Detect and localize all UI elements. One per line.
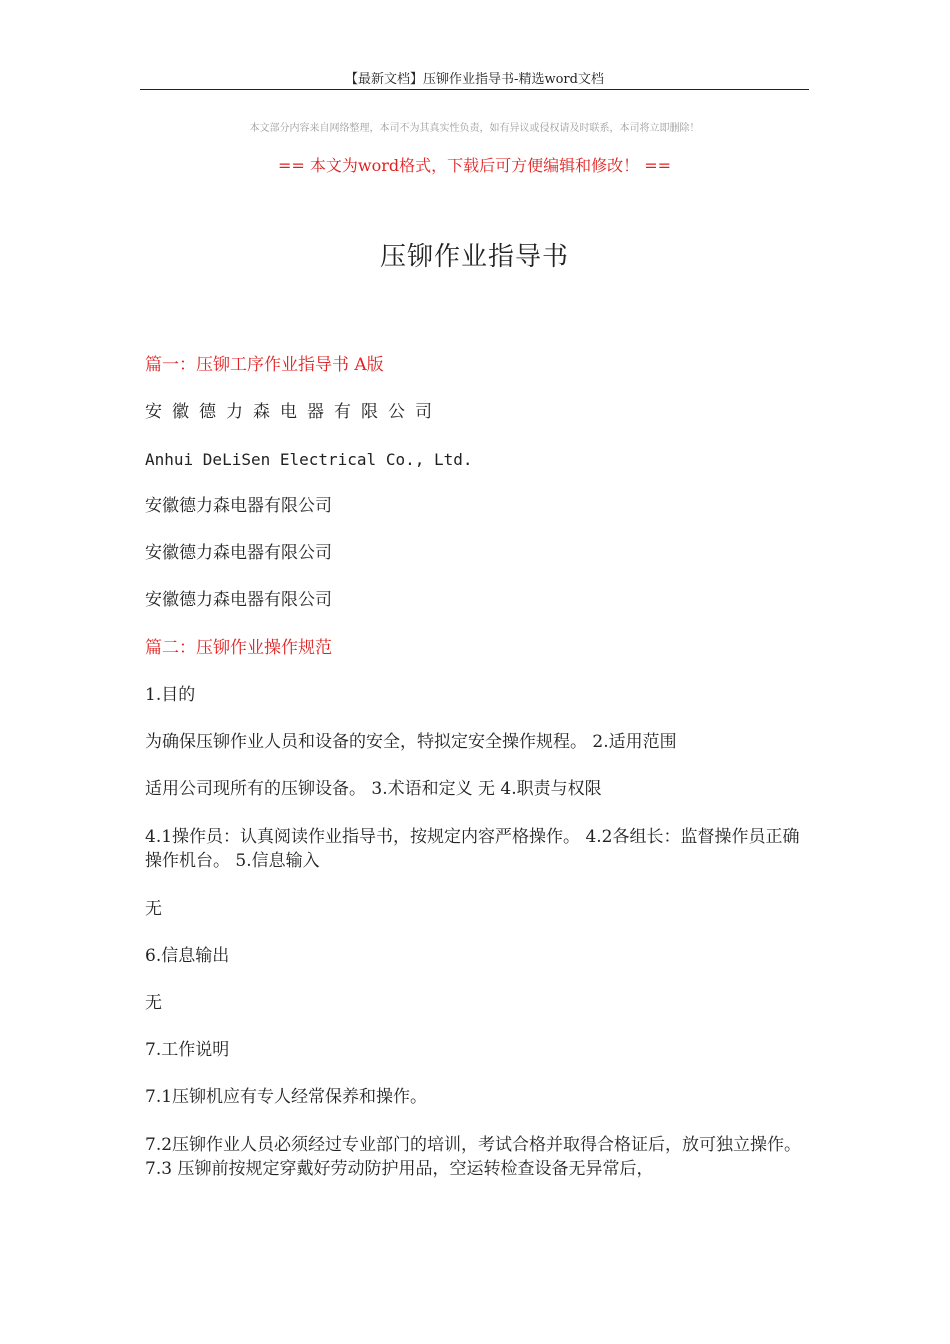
paragraph: 为确保压铆作业人员和设备的安全，特拟定安全操作规程。 2.适用范围: [145, 732, 677, 752]
paragraph: 4.1操作员：认真阅读作业指导书，按规定内容严格操作。 4.2各组长：监督操作员正确操作机台。 5.信息输入: [145, 827, 800, 871]
company-name-spaced: 安徽德力森电器有限公司: [145, 402, 442, 422]
paragraph: 7.1压铆机应有专人经常保养和操作。: [145, 1087, 428, 1107]
document-header: 【最新文档】压铆作业指导书-精选word文档: [140, 70, 809, 90]
company-name-line: 安徽德力森电器有限公司: [145, 496, 332, 516]
paragraph: 无: [145, 993, 162, 1013]
paragraph: 1.目的: [145, 685, 196, 705]
company-name-line: 安徽德力森电器有限公司: [145, 543, 332, 563]
paragraph: 7.工作说明: [145, 1040, 230, 1060]
disclaimer-text: 本文部分内容来自网络整理，本司不为其真实性负责，如有异议或侵权请及时联系，本司将立即删除！: [249, 123, 700, 134]
section-heading-1: 篇一：压铆工序作业指导书 A版: [145, 355, 384, 375]
page-title: 压铆作业指导书: [379, 242, 569, 272]
format-banner: == 本文为word格式，下载后可方便编辑和修改！ ==: [277, 156, 672, 175]
paragraph: 适用公司现所有的压铆设备。 3.术语和定义 无 4.职责与权限: [145, 779, 602, 799]
section-heading-2: 篇二：压铆作业操作规范: [145, 638, 332, 658]
company-name-line: 安徽德力森电器有限公司: [145, 590, 332, 610]
paragraph: 6.信息输出: [145, 946, 230, 966]
paragraph: 7.2压铆作业人员必须经过专业部门的培训，考试合格并取得合格证后，放可独立操作。 7.3 压铆前按规定穿戴好劳动防护用品，空运转检查设备无异常后，: [145, 1135, 802, 1179]
company-name-english: Anhui DeLiSen Electrical Co., Ltd.: [145, 450, 473, 469]
paragraph: 无: [145, 899, 162, 919]
